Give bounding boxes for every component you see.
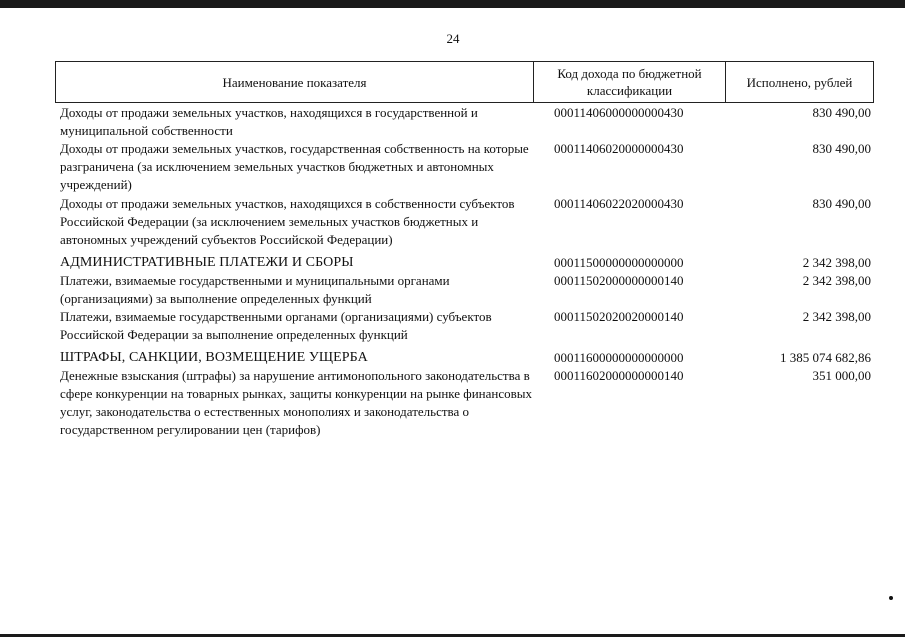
row-name: Доходы от продажи земельных участков, государственная собственность на которые разграничена (за исключением земельных участков бюджетных и автономных учреждений) [60, 141, 529, 192]
row-amount: 2 342 398,00 [802, 255, 871, 270]
row-amount: 1 385 074 682,86 [780, 350, 871, 365]
table-row-section [55, 349, 874, 367]
header-code: Код дохода по бюджетной классификации [534, 62, 726, 102]
row-name: Доходы от продажи земельных участков, находящихся в государственной и муниципальной собственности [60, 105, 478, 138]
row-amount: 2 342 398,00 [802, 309, 871, 324]
header-name: Наименование показателя [56, 62, 534, 102]
row-code: 00011600000000000000 [554, 350, 684, 365]
row-amount: 2 342 398,00 [802, 273, 871, 288]
row-amount: 830 490,00 [812, 105, 871, 120]
table-row [55, 367, 874, 439]
row-code: 00011500000000000000 [554, 255, 684, 270]
row-amount: 351 000,00 [812, 368, 871, 383]
row-code: 00011406000000000430 [554, 105, 684, 120]
row-code: 00011602000000000140 [554, 368, 684, 383]
row-name: Доходы от продажи земельных участков, находящихся в собственности субъектов Российской Федерации (за исключением земельных участков бюджетных и автономных учреждений субъектов Российской Федерации) [60, 196, 515, 247]
table-row [55, 195, 874, 249]
table-row [55, 272, 874, 308]
row-name: Платежи, взимаемые государственными и муниципальными органами (организациями) за выполнение определенных функций [60, 273, 450, 306]
row-code: 00011502020020000140 [554, 309, 684, 324]
table-row [55, 308, 874, 344]
row-code: 00011406020000000430 [554, 141, 684, 156]
row-name: Платежи, взимаемые государственными органами (организациями) субъектов Российской Федерации за выполнение определенных функций [60, 309, 492, 342]
page-number: 24 [446, 31, 460, 46]
top-border [0, 0, 905, 8]
table-row [55, 140, 874, 194]
table-body [55, 104, 874, 439]
header-amount: Исполнено, рублей [746, 74, 853, 90]
table-row-section [55, 254, 874, 272]
row-name: Денежные взыскания (штрафы) за нарушение антимонопольного законодательства в сфере конкуренции на товарных рынках, защиты конкуренции на рынке финансовых услуг, законодательства о естественных монополиях и законодательства о государственном регулировании цен (тарифов) [60, 368, 532, 437]
row-code: 00011406022020000430 [554, 196, 684, 211]
row-code: 00011502000000000140 [554, 273, 684, 288]
revenue-table [55, 61, 874, 439]
row-name: АДМИНИСТРАТИВНЫЕ ПЛАТЕЖИ И СБОРЫ [60, 255, 354, 270]
bottom-border [0, 634, 905, 637]
row-name: ШТРАФЫ, САНКЦИИ, ВОЗМЕЩЕНИЕ УЩЕРБА [60, 350, 368, 365]
row-amount: 830 490,00 [812, 196, 871, 211]
row-amount: 830 490,00 [812, 141, 871, 156]
scan-mark [889, 596, 893, 600]
table-header-row [55, 61, 874, 103]
table-row [55, 104, 874, 140]
